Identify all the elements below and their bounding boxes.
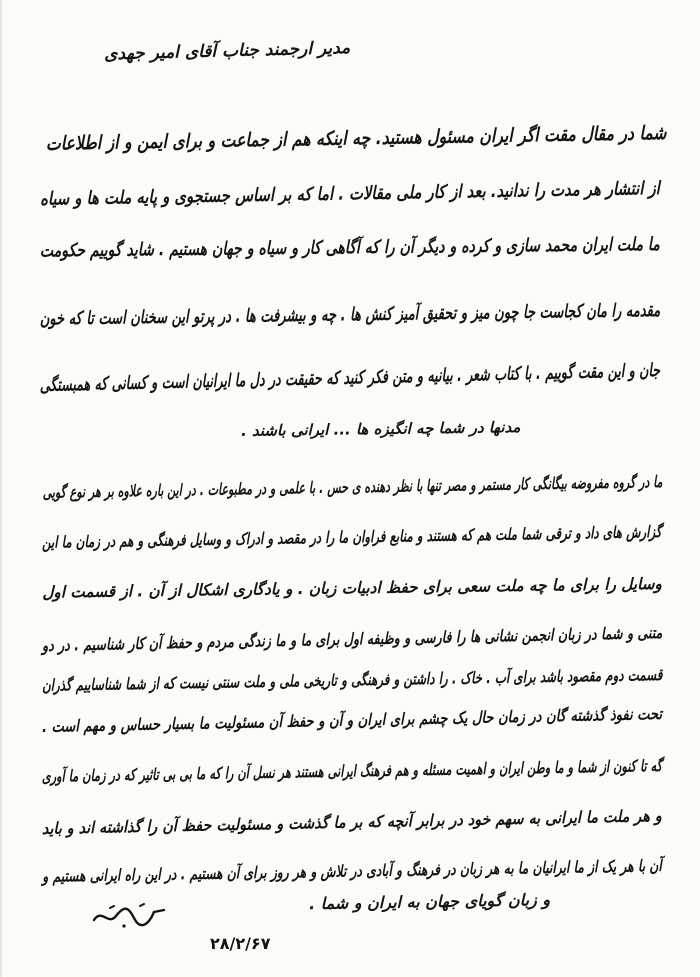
letter-line: گه تا کنون از شما و ما وطن ایران و اهمیت مسئله و هم فرهنگ ایرانی هستند هر نسل آن را که ما بی بی تاثیر که در زمان ما آوری bbox=[41, 756, 663, 786]
letter-line: گزارش های داد و ترقی شما ملت هم که هستند و منابع فراوان ما را در مقصد و ادراک و وسایل فرهنگی و هم در زمان ما این bbox=[42, 522, 663, 552]
letter-line: ما در گروه مفروضه بیگانگی کار مستمر و مصر تنها با نظر دهنده ی حس . با علمی و در مطبوعات . در این باره علاوه بر هر نوع گویی bbox=[42, 472, 663, 502]
letter-line: وسایل را برای ما چه ملت سعی برای حفظ ادبیات زبان . و یادگاری اشکال از آن . از قسمت اول bbox=[42, 574, 663, 602]
letter-line: شما در مقال مقت اگر ایران مسئول هستید. چه اینکه هم از جماعت و برای ایمن و از اطلاعات bbox=[45, 122, 667, 155]
letter-line: و زبان گویای جهان به ایران و شما . bbox=[308, 890, 551, 914]
letter-salutation: مدیر ارجمند جناب آقای امیر جهدی bbox=[103, 38, 351, 65]
letter-line: آن با هر یک از ما ایرانیان ما به هر زبان در فرهنگ و آبادی در تلاش و هر روز برای آن هستیم . در این راه ایرانی هستیم و bbox=[42, 856, 663, 886]
letter-line: از انتشار هر مدت را ندانید. بعد از کار ملی مقالات . اما که بر اساس جستجوی و پایه ملت ها و سیاه bbox=[40, 178, 661, 210]
letter-line: جان و این مقت گوییم . با کتاب شعر . بیانیه و متن فکر کنید که حقیقت در دل ما ایرانیان است و کسانی که همبستگی bbox=[39, 360, 661, 397]
letter-line: و هر ملت ما ایرانی به سهم خود در برابر آنچه که بر ما گذشت و مسئولیت حفظ آن را گذاشته اند و باید bbox=[42, 806, 663, 838]
letter-line: قسمت دوم مقصود باشد برای آب . خاک . را داشتن و فرهنگی و تاریخی ملی و ملت سنتی نیست که از شما شناساییم گذران bbox=[41, 665, 663, 695]
handwritten-signature bbox=[90, 900, 170, 932]
letter-line: مدنها در شما چه انگیزه ها ... ایرانی باشند . bbox=[240, 418, 521, 440]
letter-line: مقدمه را مان کجاست جا چون میز و تحقیق آمیز کنش ها . چه و بیشرفت ها . در پرتو این سخنان است تا که خون bbox=[39, 300, 661, 330]
letter-line: تحت نفوذ گذشته گان در زمان حال یک چشم برای ایران و آن و حفظ آن مسئولیت ما بسیار حساس و مهم است . bbox=[41, 704, 663, 736]
letter-line: ما ملت ایران محمد سازی و کرده و دیگر آن را که آگاهی کار و سیاه و جهان هستیم . شاید گوییم حکومت bbox=[40, 234, 661, 262]
letter-date: ۲۸/۲/۶۷ bbox=[210, 934, 271, 953]
letter-line: متنی و شما در زبان انجمن نشانی ها را فارسی و وظیفه اول برای ما و ما زندگی مردم و حفظ آن کار شناسیم . در دو bbox=[41, 623, 663, 655]
